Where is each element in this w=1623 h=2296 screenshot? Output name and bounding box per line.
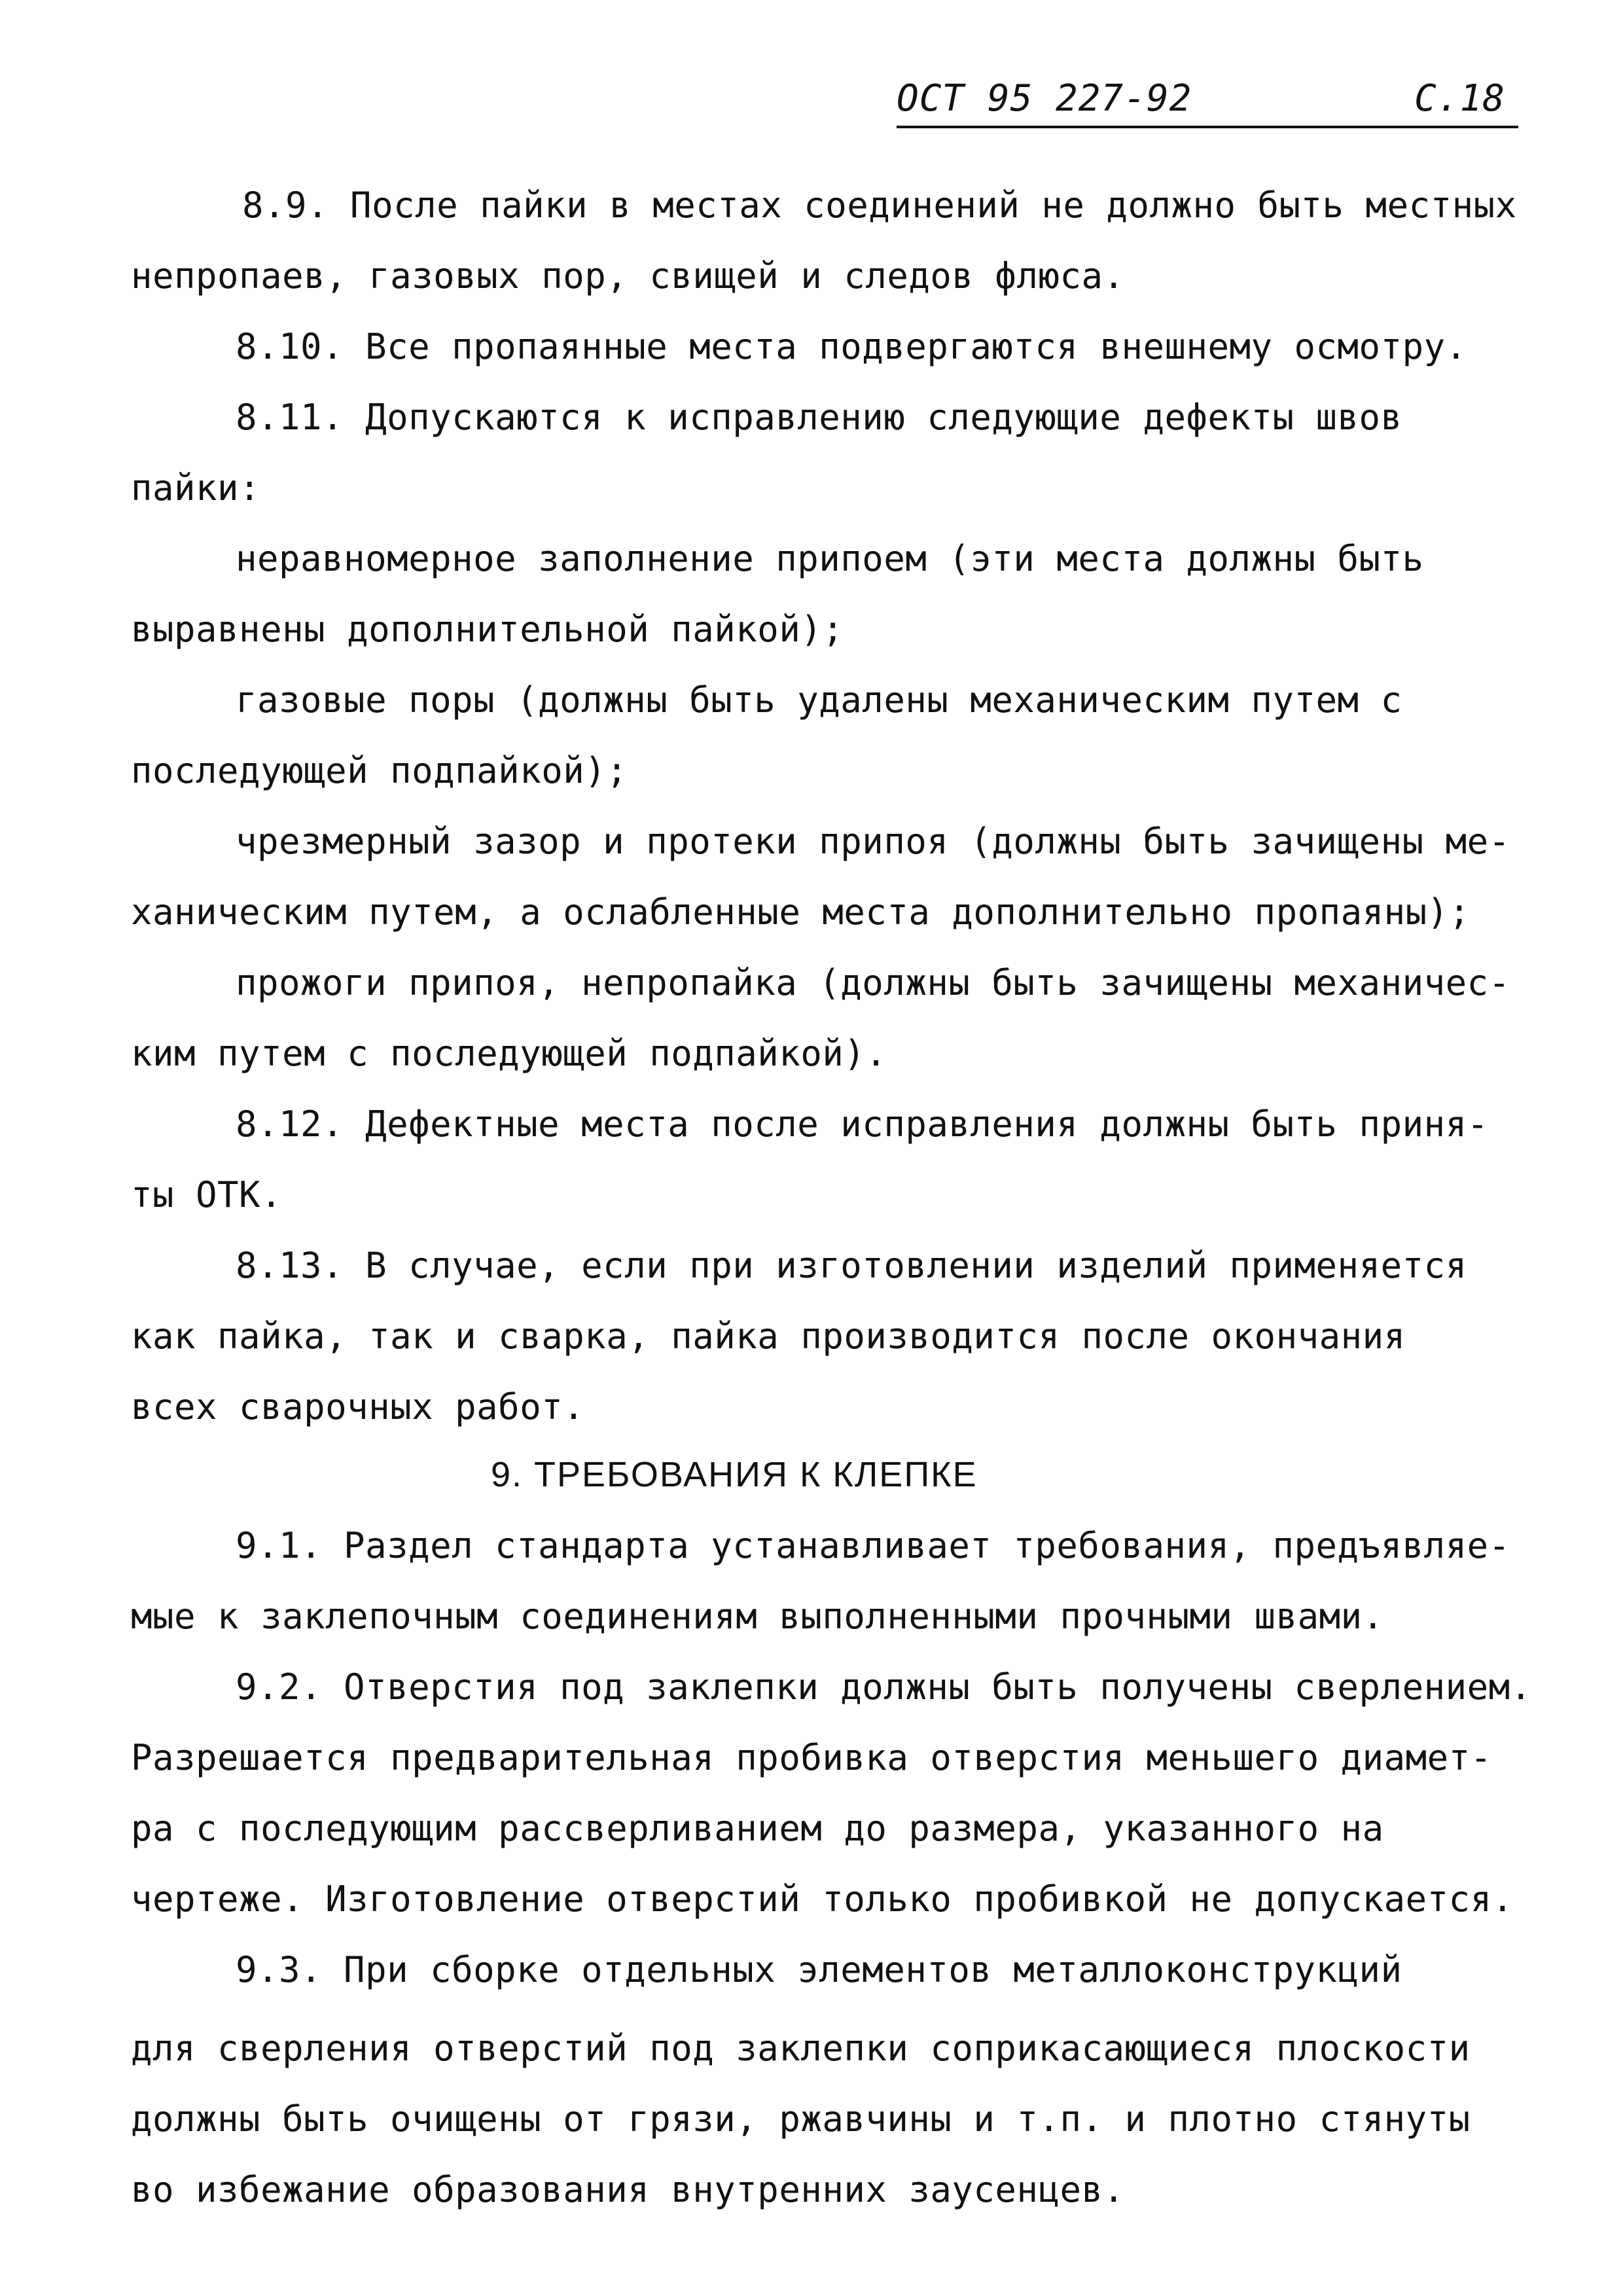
paragraph-9-3-line-4: во избежание образования внутренних заусенцев. [131,2169,1125,2210]
paragraph-8-11-line-1: 8.11. Допускаются к исправлению следующие дефекты швов [236,397,1402,438]
page-header [897,77,1518,130]
paragraph-8-9-line-2: непропаев, газовых пор, свищей и следов флюса. [131,255,1125,296]
paragraph-8-9-line-1: 8.9. После пайки в местах соединений не должно быть местных [242,185,1517,226]
defect-item-3-line-1: чрезмерный зазор и протеки припоя (должны быть зачищены ме- [236,821,1510,862]
document-code: ОСТ 95 227-92 [897,77,1192,120]
paragraph-9-2-line-3: ра с последующим рассверливанием до размера, указанного на [131,1808,1384,1849]
paragraph-9-2-line-4: чертеже. Изготовление отверстий только пробивкой не допускается. [131,1878,1514,1920]
page-number: С.18 [1414,77,1505,120]
section-heading-9: 9. ТРЕБОВАНИЯ К КЛЕПКЕ [491,1455,978,1494]
paragraph-9-3-line-3: должны быть очищены от грязи, ржавчины и т.п. и плотно стянуты [131,2098,1471,2140]
paragraph-9-3-line-1: 9.3. При сборке отдельных элементов металлоконструкций [236,1949,1402,1990]
paragraph-8-13-line-2: как пайка, так и сварка, пайка производится после окончания [131,1316,1406,1357]
defect-item-2-line-2: последующей подпайкой); [131,750,628,791]
paragraph-9-3-line-2: для сверления отверстий под заклепки соприкасающиеся плоскости [131,2028,1471,2069]
defect-item-4-line-1: прожоги припоя, непропайка (должны быть зачищены механичес- [236,962,1510,1003]
defect-item-2-line-1: газовые поры (должны быть удалены механическим путем с [236,679,1402,721]
defect-item-1-line-2: выравнены дополнительной пайкой); [131,609,844,650]
header-underline [897,126,1518,128]
paragraph-9-2-line-2: Разрешается предварительная пробивка отверстия меньшего диамет- [131,1737,1492,1778]
paragraph-9-2-line-1: 9.2. Отверстия под заклепки должны быть получены сверлением. [236,1666,1532,1708]
defect-item-1-line-1: неравномерное заполнение припоем (эти места должны быть [236,538,1424,579]
defect-item-4-line-2: ким путем с последующей подпайкой). [131,1033,887,1074]
paragraph-8-13-line-3: всех сварочных работ. [131,1386,585,1427]
paragraph-8-12-line-1: 8.12. Дефектные места после исправления должны быть приня- [236,1103,1489,1145]
paragraph-8-12-line-2: ты ОТК. [131,1174,283,1215]
paragraph-9-1-line-2: мые к заклепочным соединениям выполненными прочными швами. [131,1596,1384,1637]
paragraph-8-13-line-1: 8.13. В случае, если при изготовлении изделий применяется [236,1245,1467,1286]
paragraph-8-10: 8.10. Все пропаянные места подвергаются внешнему осмотру. [236,326,1467,367]
paragraph-8-11-line-2: пайки: [131,467,261,509]
defect-item-3-line-2: ханическим путем, а ослабленные места дополнительно пропаяны); [131,891,1471,933]
paragraph-9-1-line-1: 9.1. Раздел стандарта устанавливает требования, предъявляе- [236,1525,1510,1566]
